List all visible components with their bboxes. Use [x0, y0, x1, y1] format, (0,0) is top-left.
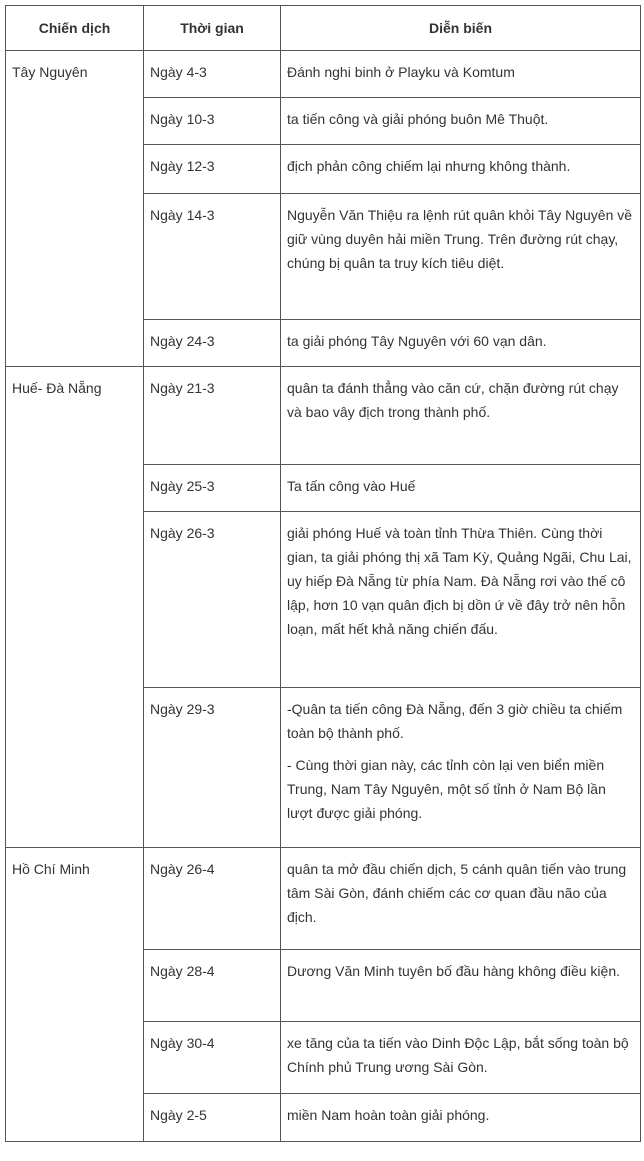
row-time: Ngày 12-3	[144, 145, 281, 194]
event-text: giải phóng Huế và toàn tỉnh Thừa Thiên. Cùng thời gian, ta giải phóng thị xã Tam Kỳ, Quảng Ngãi, Chu Lai, uy hiếp Đà Nẵng từ phía Nam. Đà Nẵng rơi vào thế cô lập, hơn 10 vạn quân địch bị dồn ứ về đây trở nên hỗn loạn, mất hết khả năng chiến đấu.	[287, 525, 632, 637]
header-time: Thời gian	[144, 6, 281, 51]
campaign-name: Huế- Đà Nẵng	[6, 367, 144, 848]
row-time: Ngày 24-3	[144, 320, 281, 367]
row-time: Ngày 26-4	[144, 848, 281, 950]
event-text: quân ta mở đầu chiến dịch, 5 cánh quân tiến vào trung tâm Sài Gòn, đánh chiếm các cơ quan đầu não của địch.	[287, 861, 627, 925]
event-text: ta tiến công và giải phóng buôn Mê Thuột.	[287, 111, 549, 127]
row-event	[281, 51, 641, 98]
row-time: Ngày 28-4	[144, 950, 281, 1022]
event-text: quân ta đánh thẳng vào căn cứ, chặn đường rút chạy và bao vây địch trong thành phố.	[287, 380, 619, 420]
row-event	[281, 688, 641, 848]
row-time: Ngày 2-5	[144, 1094, 281, 1142]
campaign-name: Hồ Chí Minh	[6, 848, 144, 1142]
header-row	[6, 6, 641, 51]
table-row	[6, 51, 641, 98]
row-time: Ngày 21-3	[144, 367, 281, 465]
campaign-name: Tây Nguyên	[6, 51, 144, 367]
event-text: -Quân ta tiến công Đà Nẵng, đến 3 giờ chiều ta chiếm toàn bộ thành phố.	[287, 701, 623, 741]
table-header	[6, 6, 641, 51]
table-row	[6, 367, 641, 465]
event-text: Dương Văn Minh tuyên bố đầu hàng không điều kiện.	[287, 963, 621, 979]
event-text: Ta tấn công vào Huế	[287, 478, 416, 494]
event-text: - Cùng thời gian này, các tỉnh còn lại ven biển miền Trung, Nam Tây Nguyên, một số tỉnh ở Nam Bộ lần lượt được giải phóng.	[287, 757, 606, 821]
event-text: miền Nam hoàn toàn giải phóng.	[287, 1107, 490, 1123]
row-event	[281, 98, 641, 145]
row-event	[281, 367, 641, 465]
row-event	[281, 1022, 641, 1094]
table-row	[6, 848, 641, 950]
row-event	[281, 145, 641, 194]
campaign-table	[5, 5, 641, 1142]
row-event	[281, 848, 641, 950]
row-event	[281, 320, 641, 367]
row-time: Ngày 10-3	[144, 98, 281, 145]
event-text: Đánh nghi binh ở Playku và Komtum	[287, 64, 515, 80]
row-event	[281, 512, 641, 688]
event-text: xe tăng của ta tiến vào Dinh Độc Lập, bắt sống toàn bộ Chính phủ Trung ương Sài Gòn.	[287, 1035, 629, 1075]
row-time: Ngày 30-4	[144, 1022, 281, 1094]
row-time: Ngày 25-3	[144, 465, 281, 512]
row-event	[281, 1094, 641, 1142]
row-time: Ngày 14-3	[144, 194, 281, 320]
row-time: Ngày 4-3	[144, 51, 281, 98]
header-event: Diễn biến	[281, 6, 641, 51]
row-time: Ngày 26-3	[144, 512, 281, 688]
event-text: địch phản công chiếm lại nhưng không thành.	[287, 158, 571, 174]
row-time: Ngày 29-3	[144, 688, 281, 848]
row-event	[281, 465, 641, 512]
table-body	[6, 51, 641, 1142]
event-text: Nguyễn Văn Thiệu ra lệnh rút quân khỏi Tây Nguyên về giữ vùng duyên hải miền Trung. Trên đường rút chạy, chúng bị quân ta truy kích tiêu diệt.	[287, 207, 633, 271]
header-campaign: Chiến dịch	[6, 6, 144, 51]
row-event	[281, 194, 641, 320]
row-event	[281, 950, 641, 1022]
event-text: ta giải phóng Tây Nguyên với 60 vạn dân.	[287, 333, 547, 349]
